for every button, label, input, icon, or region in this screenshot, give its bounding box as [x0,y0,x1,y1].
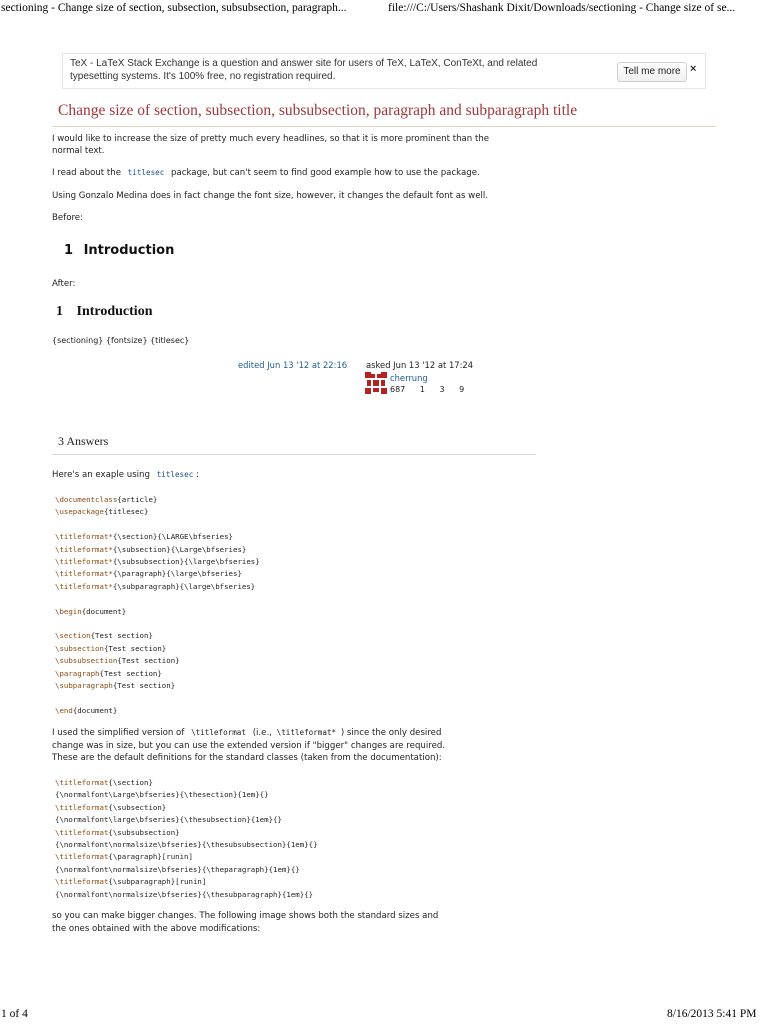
tell-me-more-button[interactable]: Tell me more [617,62,687,82]
code-argument: {article} [117,495,158,504]
user-stats [390,385,476,394]
code-keyword: \titleformat* [55,581,113,591]
code-line [55,680,260,692]
code-argument: {Test section} [112,681,176,691]
code-keyword: \titleformat [55,827,109,837]
code-keyword: \usepackage [55,507,104,517]
p2-before: I read about the [52,168,121,178]
answer-paragraph-bigger-1: so you can make bigger changes. The following image shows both the standard sizes and [52,911,439,921]
code-keyword: \titleformat* [55,557,113,567]
answer-paragraph-simplified-3: These are the default definitions for the standard classes (taken from the documentation): [52,753,442,763]
code-line [55,814,318,826]
code-line [55,777,318,789]
answers-heading: 3 Answers [58,434,109,448]
code-argument: {Test section} [90,631,153,641]
inline-code-titleformat-star: \titleformat* [276,728,337,737]
answer-paragraph-bigger-2: the ones obtained with the above modifications: [52,924,261,934]
question-paragraph-1a: I would like to increase the size of pretty much every headlines, so that it is more prominent than the [52,134,490,144]
code-argument: {\paragraph}[runin] [108,852,193,862]
code-line [55,655,260,667]
inline-code-titleformat: \titleformat [191,728,246,737]
tag-titlesec[interactable]: {titlesec} [150,336,190,345]
badge-count-2: 3 [439,385,445,394]
code-keyword: \documentclass [55,495,118,504]
simplified-text-c: ) since the only desired [340,728,442,738]
code-line [55,876,318,888]
code-argument: {\subsection} [108,802,167,812]
inline-code-titlesec-2: titlesec [156,470,194,479]
code-keyword: \section [55,631,91,641]
code-argument: {\subsection}{\Large\bfseries} [112,544,247,554]
code-line [55,506,260,518]
code-line [55,581,260,593]
code-line [55,643,260,655]
avatar[interactable] [365,372,387,394]
title-divider [52,126,716,127]
page-counter: 1 of 4 [1,1008,28,1020]
code-argument: {\normalfont\large\bfseries}{\thesubsection}{1em}{} [55,815,282,825]
code-line [55,556,260,568]
code-line [55,531,260,543]
after-heading-number: 1 [56,304,63,319]
badge-count-1: 1 [419,385,425,394]
code-keyword: \subsubsection [55,656,118,666]
code-argument: {\normalfont\normalsize\bfseries}{\thesubsubsection}{1em}{} [55,840,318,850]
code-line [55,630,260,642]
code-line [55,519,260,531]
close-icon[interactable]: × [690,63,697,75]
code-argument: {\subsubsection}{\large\bfseries} [112,557,260,567]
code-keyword: \titleformat [55,852,109,862]
tag-sectioning[interactable]: {sectioning} [52,336,104,345]
print-header [0,0,768,20]
code-block-2 [55,777,318,901]
simplified-text-b: (i.e., [252,728,272,738]
code-argument: {titlesec} [103,507,149,517]
answers-divider [52,454,536,455]
code-line [55,851,318,863]
before-heading-number: 1 [64,243,74,258]
user-name-link[interactable]: cherrung [390,373,428,383]
print-header-url: file:///C:/Users/Shashank Dixit/Downloads/sectioning - Change size of se... [388,2,736,14]
after-heading-image [56,304,152,320]
answer-paragraph-simplified-2: change was in size, but you can use the extended version if "bigger" changes are required. [52,741,446,751]
notice-text: TeX - LaTeX Stack Exchange is a question and answer site for users of TeX, LaTeX, ConTeXt, and related typesetting systems. It's 100% free, no registration required. [70,58,538,82]
asked-timestamp: asked Jun 13 '12 at 17:24 [366,360,474,370]
code-argument: {document} [81,606,127,616]
code-keyword: \titleformat [55,877,109,887]
code-keyword: \titleformat* [55,544,113,554]
code-line [55,693,260,705]
badge-count-3: 9 [459,385,465,394]
code-argument: {Test section} [103,643,167,653]
before-heading-image [64,243,174,258]
question-paragraph-3: Using Gonzalo Medina does in fact change the font size, however, it changes the default font as well. [52,191,488,201]
code-line [55,544,260,556]
code-keyword: \titleformat* [55,532,113,542]
code-keyword: \titleformat [55,778,109,787]
code-line [55,593,260,605]
code-keyword: \begin [55,606,82,616]
identicon-image [365,372,387,394]
code-line [55,864,318,876]
answer-paragraph-simplified [52,727,441,740]
tag-list [52,336,189,345]
code-keyword: \subsection [55,643,104,653]
code-line [55,827,318,839]
before-heading-text: Introduction [83,243,175,258]
code-argument: {\section} [108,778,153,787]
answer-intro [52,469,199,482]
question-paragraph-2 [52,167,480,180]
code-argument: {\paragraph}{\large\bfseries} [112,569,242,579]
code-line [55,802,318,814]
code-argument: {document} [72,705,118,715]
tag-fontsize[interactable]: {fontsize} [105,336,148,345]
question-title[interactable]: Change size of section, subsection, subsubsection, paragraph and subparagraph title [58,102,578,119]
site-notice-banner [62,53,706,89]
answer-intro-after: : [196,470,199,480]
code-line [55,494,260,506]
print-timestamp: 8/16/2013 5:41 PM [667,1008,757,1020]
code-line [55,618,260,630]
reputation-score: 687 [390,385,406,394]
code-line [55,789,318,801]
code-argument: {Test section} [117,656,180,666]
code-argument: {\subparagraph}{\large\bfseries} [112,581,256,591]
answer-intro-before: Here's an exaple using [52,470,150,480]
simplified-text-a: I used the simplified version of [52,728,185,738]
code-argument: {Test section} [99,668,162,678]
code-argument: {\normalfont\normalsize\bfseries}{\thesubparagraph}{1em}{} [55,889,314,899]
code-line [55,606,260,618]
code-keyword: \subparagraph [55,681,113,691]
edited-link[interactable]: edited Jun 13 '12 at 22:16 [238,360,348,370]
code-argument: {\normalfont\normalsize\bfseries}{\theparagraph}{1em}{} [55,864,300,874]
before-label: Before: [52,213,83,223]
code-keyword: \titleformat* [55,569,113,579]
code-keyword: \paragraph [55,668,100,678]
code-argument: {\subparagraph}[runin] [108,877,207,887]
code-line [55,839,318,851]
code-line [55,568,260,580]
code-argument: {\section}{\LARGE\bfseries} [112,532,233,542]
p2-after: package, but can't seem to find good example how to use the package. [171,168,480,178]
inline-code-titlesec: titlesec [127,168,165,177]
code-line [55,705,260,717]
code-line [55,889,318,901]
code-argument: {\subsubsection} [108,827,180,837]
code-argument: {\normalfont\Large\bfseries}{\thesection}{1em}{} [55,790,269,800]
code-line [55,668,260,680]
print-header-title: sectioning - Change size of section, subsection, subsubsection, paragraph... [1,2,347,14]
code-block-1 [55,494,260,717]
question-paragraph-1b: normal text. [52,146,105,156]
code-keyword: \end [55,705,73,715]
after-heading-text: Introduction [76,304,153,319]
code-keyword: \titleformat [55,802,109,812]
after-label: After: [52,279,76,289]
